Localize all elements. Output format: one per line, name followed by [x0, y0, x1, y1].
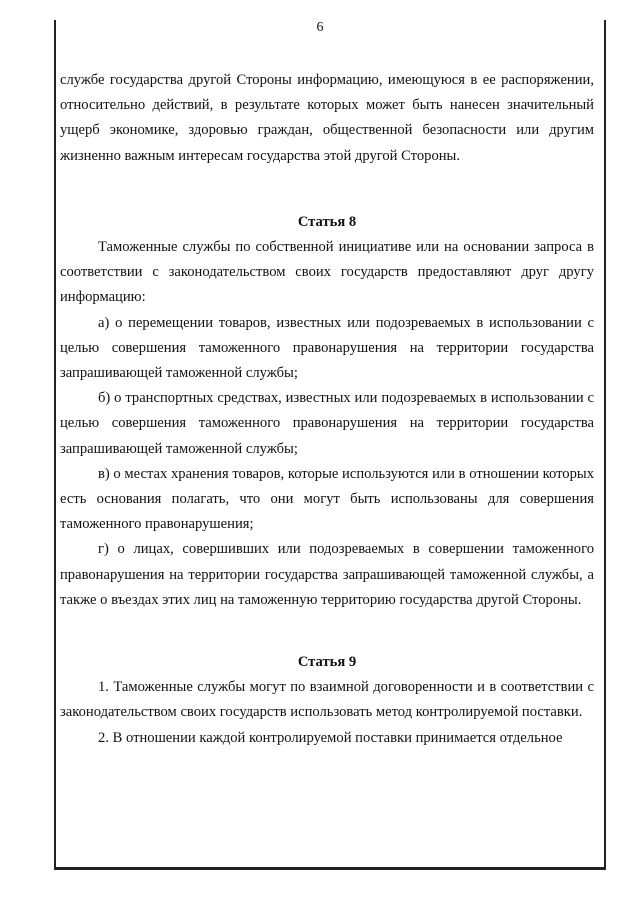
article-8-heading: Статья 8: [297, 213, 357, 230]
article-8-item-v: в) о местах хранения товаров, которые используются или в отношении которых есть основания полагать, что они могут быть использованы для совершения таможенного правонарушения;: [60, 465, 594, 533]
document-body: [60, 68, 594, 751]
intro-paragraph: службе государства другой Стороны информацию, имеющуюся в ее распоряжении, относительно действий, в результате которых может быть нанесен значительный ущерб экономике, здоровью граждан, общественной безопасности или другим жизненно важным интересам государства этой другой Стороны.: [60, 72, 594, 164]
article-8-item-a: а) о перемещении товаров, известных или подозреваемых в использовании с целью совершения таможенного правонарушения на территории государства запрашивающей таможенной службы;: [60, 314, 594, 382]
article-9-paragraph-1: 1. Таможенные службы могут по взаимной договоренности и в соответствии с законодательством своих государств использовать метод контролируемой поставки.: [60, 679, 594, 721]
page-number: 6: [316, 20, 324, 35]
article-8-item-g: г) о лицах, совершивших или подозреваемых в совершении таможенного правонарушения на территории государства запрашивающей таможенной службы, а также о въездах этих лиц на таможенную территорию государства другой Стороны.: [60, 541, 594, 608]
article-9-heading: Статья 9: [297, 654, 357, 671]
article-9-paragraph-2: 2. В отношении каждой контролируемой поставки принимается отдельное: [98, 729, 563, 746]
article-8-lead: Таможенные службы по собственной инициативе или на основании запроса в соответствии с законодательством своих государств предоставляют друг другу информацию:: [60, 239, 594, 306]
article-8-item-b: б) о транспортных средствах, известных или подозреваемых в использовании с целью совершения таможенного правонарушения на территории государства запрашивающей таможенной службы;: [60, 390, 594, 457]
